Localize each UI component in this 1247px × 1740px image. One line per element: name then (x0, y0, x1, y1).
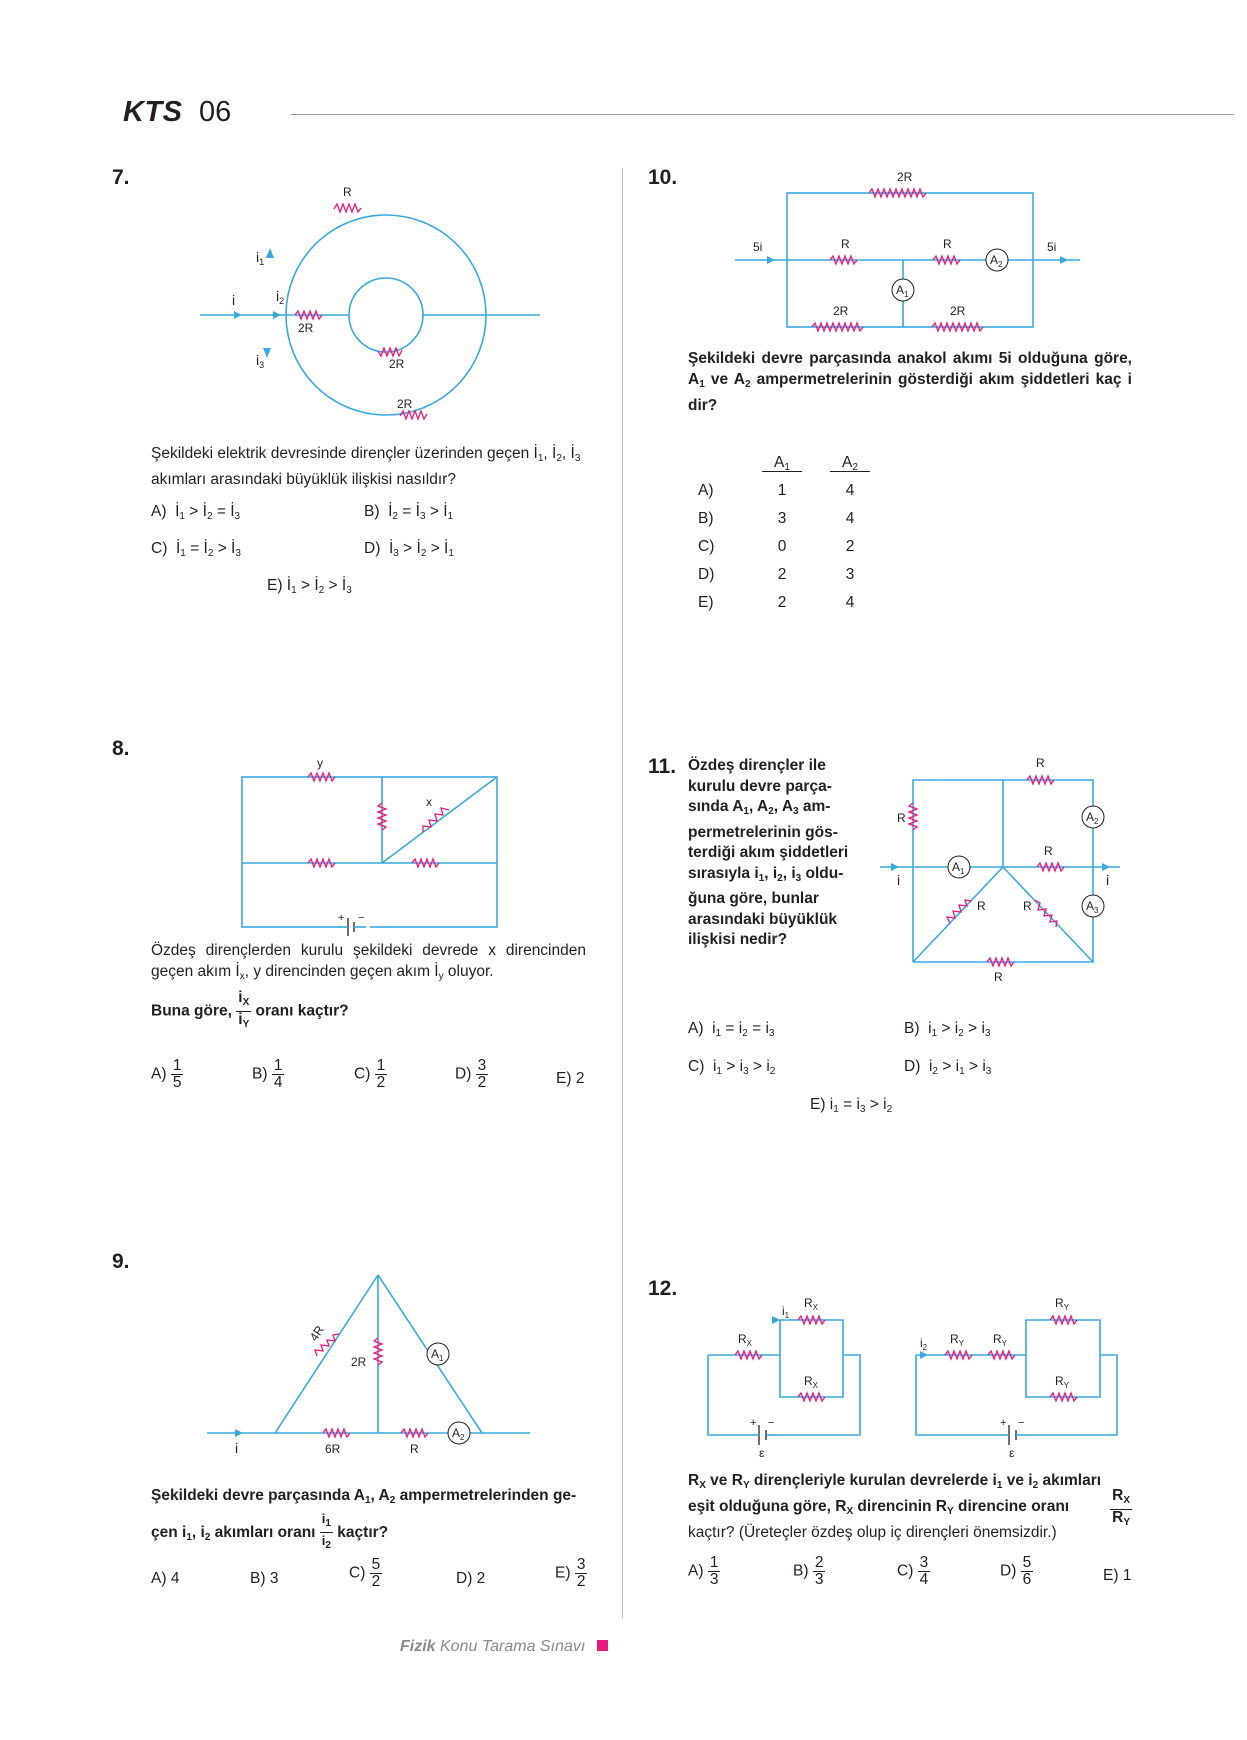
q9-label-r: R (410, 1442, 419, 1456)
svg-text:−: − (1018, 1417, 1025, 1429)
q11-ammeter-a2: A (1086, 810, 1095, 824)
svg-text:A2: $A_2$ (990, 253, 1003, 269)
q9-question: Şekildeki devre parçasında $A_1$, $A_2$ ampermetrelerinden ge- çen $i_1$, $i_2$ akımları oranı $\frac{i_1}{i_2}$ kaçtır? (151, 1487, 577, 1551)
q12-label-i1: i (782, 1304, 785, 1318)
q12-label-ry-a: R (950, 1332, 959, 1346)
q11-option-d[interactable]: D) $i_2 > i_1 > i_3$ (904, 1058, 992, 1077)
q10-head-a2: A (842, 453, 853, 471)
q10-option-d[interactable]: D) 2 3 (698, 566, 855, 583)
q10-label-r1: R (841, 237, 850, 251)
q11-option-e[interactable]: E) $i_1 = i_3 > i_2$ (810, 1096, 893, 1115)
svg-text:i1: $i_1$ (782, 1304, 790, 1320)
svg-text:A3: $A_3$ (1086, 899, 1099, 915)
q11-label-i-out: i (1106, 872, 1110, 888)
q7-option-b[interactable]: B) $İ_2$ = $İ_3$ > $İ_1$ (364, 503, 454, 522)
q12-label-ry-d: R (1055, 1374, 1064, 1388)
q9-option-a[interactable]: A) 4 (151, 1570, 180, 1587)
q11-label-i-in: i (897, 872, 901, 888)
svg-text:RX: $R_X$ (804, 1374, 819, 1390)
q11-option-b[interactable]: B) $i_1 > i_2 > i_3$ (904, 1020, 991, 1039)
q11-circuit-diagram (880, 755, 1120, 990)
q8-label-x: x (426, 795, 432, 809)
q8-ask: Buna göre, $\frac{i_X}{i_Y}$ oranı kaçtır? (151, 989, 349, 1030)
q10-option-e[interactable]: E) 2 4 (698, 594, 855, 611)
q8-circuit-diagram (240, 755, 500, 940)
q9-option-c[interactable]: C) $\frac{5}{2}$ (349, 1556, 381, 1590)
q11-label-r-dl: R (977, 899, 986, 913)
footer-square-icon (597, 1640, 608, 1651)
q12-label-rx-b: R (804, 1296, 813, 1310)
brand-title: KTS (123, 96, 183, 128)
q10-number: 10. (648, 166, 678, 189)
q11-number: 11. (648, 755, 677, 778)
q7-label-i3: i (256, 352, 260, 368)
test-number: 06 (199, 96, 232, 128)
q8-number: 8. (112, 737, 130, 760)
q12-number: 12. (648, 1277, 678, 1300)
q10-ammeter-a2: A (990, 253, 999, 267)
q11-label-r-left: R (897, 811, 906, 825)
q11-label-r-bot: R (994, 970, 1003, 984)
q10-option-b[interactable]: B) 3 4 (698, 510, 855, 527)
q12-question: $R_X$ ve $R_Y$ dirençleriyle kurulan devrelerde $i_1$ ve $i_2$ akımları eşit olduğuna göre, $R_X$ direncinin $R_Y$ direncine oranı $\frac{R_X}{R_Y}$ kaçtır? (Üreteçler özdeş olup iç dirençleri önemsizdir.) (688, 1472, 1130, 1541)
svg-text:RY: $R_Y$ (950, 1332, 965, 1348)
q9-option-e[interactable]: E) $\frac{3}{2}$ (555, 1556, 586, 1590)
svg-text:RX: $R_X$ (738, 1332, 753, 1348)
q10-label-out: 5i (1047, 240, 1057, 254)
q8-option-d[interactable]: D) $\frac{3}{2}$ (455, 1057, 487, 1091)
q10-circuit-diagram (735, 165, 1085, 340)
q11-ammeter-a1: A (952, 860, 961, 874)
q11-option-a[interactable]: A) $i_1 = i_2 = i_3$ (688, 1020, 775, 1039)
q9-ammeter-a1: A (431, 1347, 440, 1361)
q10-ammeter-a1: A (896, 283, 905, 297)
q7-option-e[interactable]: E) $İ_1$ > $İ_2$ > $İ_3$ (267, 577, 352, 596)
svg-text:−: − (768, 1417, 775, 1429)
q7-question: Şekildeki elektrik devresinde dirençler üzerinden geçen $İ_1$, $İ_2$, $İ_3$ akımları arasındaki büyüklük ilişkisi nasıldır? (151, 445, 581, 488)
svg-text:A1: $A_1$ (952, 860, 965, 876)
svg-text:+: + (750, 1417, 757, 1429)
svg-text:i2: $i_2$ (920, 1336, 928, 1352)
q7-label-i2: i (276, 288, 280, 304)
q12-circuits-diagram (700, 1285, 1140, 1465)
q9-ammeter-a2: A (452, 1426, 461, 1440)
q9-label-6r: 6R (325, 1442, 341, 1456)
q12-label-ry-b: R (993, 1332, 1002, 1346)
q9-number: 9. (112, 1250, 130, 1273)
q7-option-c[interactable]: C) $İ_1$ = $İ_2$ > $İ_3$ (151, 540, 241, 559)
q11-label-r-mid: R (1044, 844, 1053, 858)
column-divider (622, 168, 623, 1618)
footer-subject: Fizik (400, 1638, 436, 1655)
svg-text:i2: $i_2$ (276, 288, 285, 306)
svg-text:A2: $A_2$ (452, 1426, 465, 1442)
q8-option-c[interactable]: C) $\frac{1}{2}$ (354, 1057, 386, 1091)
q10-option-c[interactable]: C) 0 2 (698, 538, 855, 555)
q12-label-rx-a: R (738, 1332, 747, 1346)
q11-question: Özdeş dirençler ile kurulu devre parça- sında $A_1$, $A_2$, $A_3$ am- permetrelerinin gös- terdiği akım şiddetleri sırasıyla $i_1$, $i_2$, $i_3$ oldu- ğuna göre, bunlar arasındaki büyüklük ilişkisi nedir? (688, 757, 849, 948)
q7-label-2r-b: 2R (389, 357, 405, 371)
q12-option-b[interactable]: B) $\frac{2}{3}$ (793, 1554, 824, 1588)
q11-label-r-top: R (1036, 756, 1045, 770)
q7-label-2r-a: 2R (298, 321, 314, 335)
q11-label-r-dr: R (1023, 899, 1032, 913)
q10-answer-table: $A_1$ $A_2$ A) 1 4 B) 3 4 C) 0 2 D) 2 3 E) 2 4 (698, 449, 879, 617)
q8-question: Özdeş dirençlerden kurulu şekildeki devrede x direncinden geçen akım $İ_x$, y direncinden geçen akım $İ_y$ oluyor. (151, 942, 586, 982)
q12-label-ry-c: R (1055, 1296, 1064, 1310)
q12-label-rx-c: R (804, 1374, 813, 1388)
q12-label-eps-a: ε (759, 1446, 765, 1460)
q9-option-d[interactable]: D) 2 (456, 1570, 486, 1587)
svg-text:RX: $R_X$ (804, 1296, 819, 1312)
q10-head-a1: A (774, 453, 785, 471)
svg-text:RY: $R_Y$ (1055, 1296, 1070, 1312)
q12-option-e[interactable]: E) 1 (1103, 1567, 1132, 1584)
q12-option-d[interactable]: D) $\frac{5}{6}$ (1000, 1554, 1032, 1588)
svg-text:RY: $R_Y$ (993, 1332, 1008, 1348)
q7-circuit-diagram (200, 180, 560, 435)
q7-option-a[interactable]: A) $İ_1$ > $İ_2$ = $İ_3$ (151, 503, 241, 522)
q10-label-2r-top: 2R (897, 170, 913, 184)
footer-title: Konu Tarama Sınavı (435, 1638, 586, 1655)
q7-number: 7. (112, 166, 130, 189)
header-rule (291, 114, 1234, 115)
q9-label-4r: 4R (306, 1323, 327, 1344)
q7-option-d[interactable]: D) $İ_3$ > $İ_2$ > $İ_1$ (364, 540, 454, 559)
q8-option-e[interactable]: E) 2 (556, 1070, 585, 1087)
q10-question: Şekildeki devre parçasında anakol akımı 5i olduğuna göre, $A_1$ ve $A_2$ ampermetrelerinin gösterdiği akım şiddetleri kaç i dir? (688, 350, 1132, 414)
q8-label-y: y (317, 756, 323, 770)
q7-label-i1: i (256, 249, 260, 265)
q7-label-i: i (232, 292, 236, 308)
svg-text:i3: $i_3$ (256, 352, 265, 370)
q7-label-r: R (343, 185, 352, 199)
q9-label-i: i (235, 1440, 239, 1456)
q10-label-2r-l: 2R (833, 304, 849, 318)
q11-ammeter-a3: A (1086, 899, 1095, 913)
svg-text:i1: $i_1$ (256, 249, 265, 267)
svg-text:RY: $R_Y$ (1055, 1374, 1070, 1390)
q10-label-2r-r: 2R (950, 304, 966, 318)
q10-option-a[interactable]: A) 1 4 (698, 482, 855, 499)
q12-label-eps-b: ε (1009, 1446, 1015, 1460)
svg-text:+: + (1000, 1417, 1007, 1429)
q12-option-a[interactable]: A) $\frac{1}{3}$ (688, 1554, 719, 1588)
q10-label-r2: R (943, 237, 952, 251)
svg-text:A1: $A_1$ (431, 1347, 444, 1363)
q11-option-c[interactable]: C) $i_1 > i_3 > i_2$ (688, 1058, 776, 1077)
q12-label-i2: i (920, 1336, 923, 1350)
svg-text:+: + (338, 912, 345, 924)
q12-option-c[interactable]: C) $\frac{3}{4}$ (897, 1554, 929, 1588)
svg-text:A2: $A_2$ (1086, 810, 1099, 826)
q10-label-in: 5i (753, 240, 763, 254)
q8-option-b[interactable]: B) $\frac{1}{4}$ (252, 1057, 283, 1091)
q9-circuit-diagram (205, 1260, 545, 1465)
q9-option-b[interactable]: B) 3 (250, 1570, 279, 1587)
svg-text:−: − (358, 912, 365, 924)
footer (400, 1638, 608, 1656)
q7-label-2r-c: 2R (397, 397, 413, 411)
q9-label-2r: 2R (351, 1355, 367, 1369)
svg-text:A1: $A_1$ (896, 283, 909, 299)
q8-option-a[interactable]: A) $\frac{1}{5}$ (151, 1057, 182, 1091)
